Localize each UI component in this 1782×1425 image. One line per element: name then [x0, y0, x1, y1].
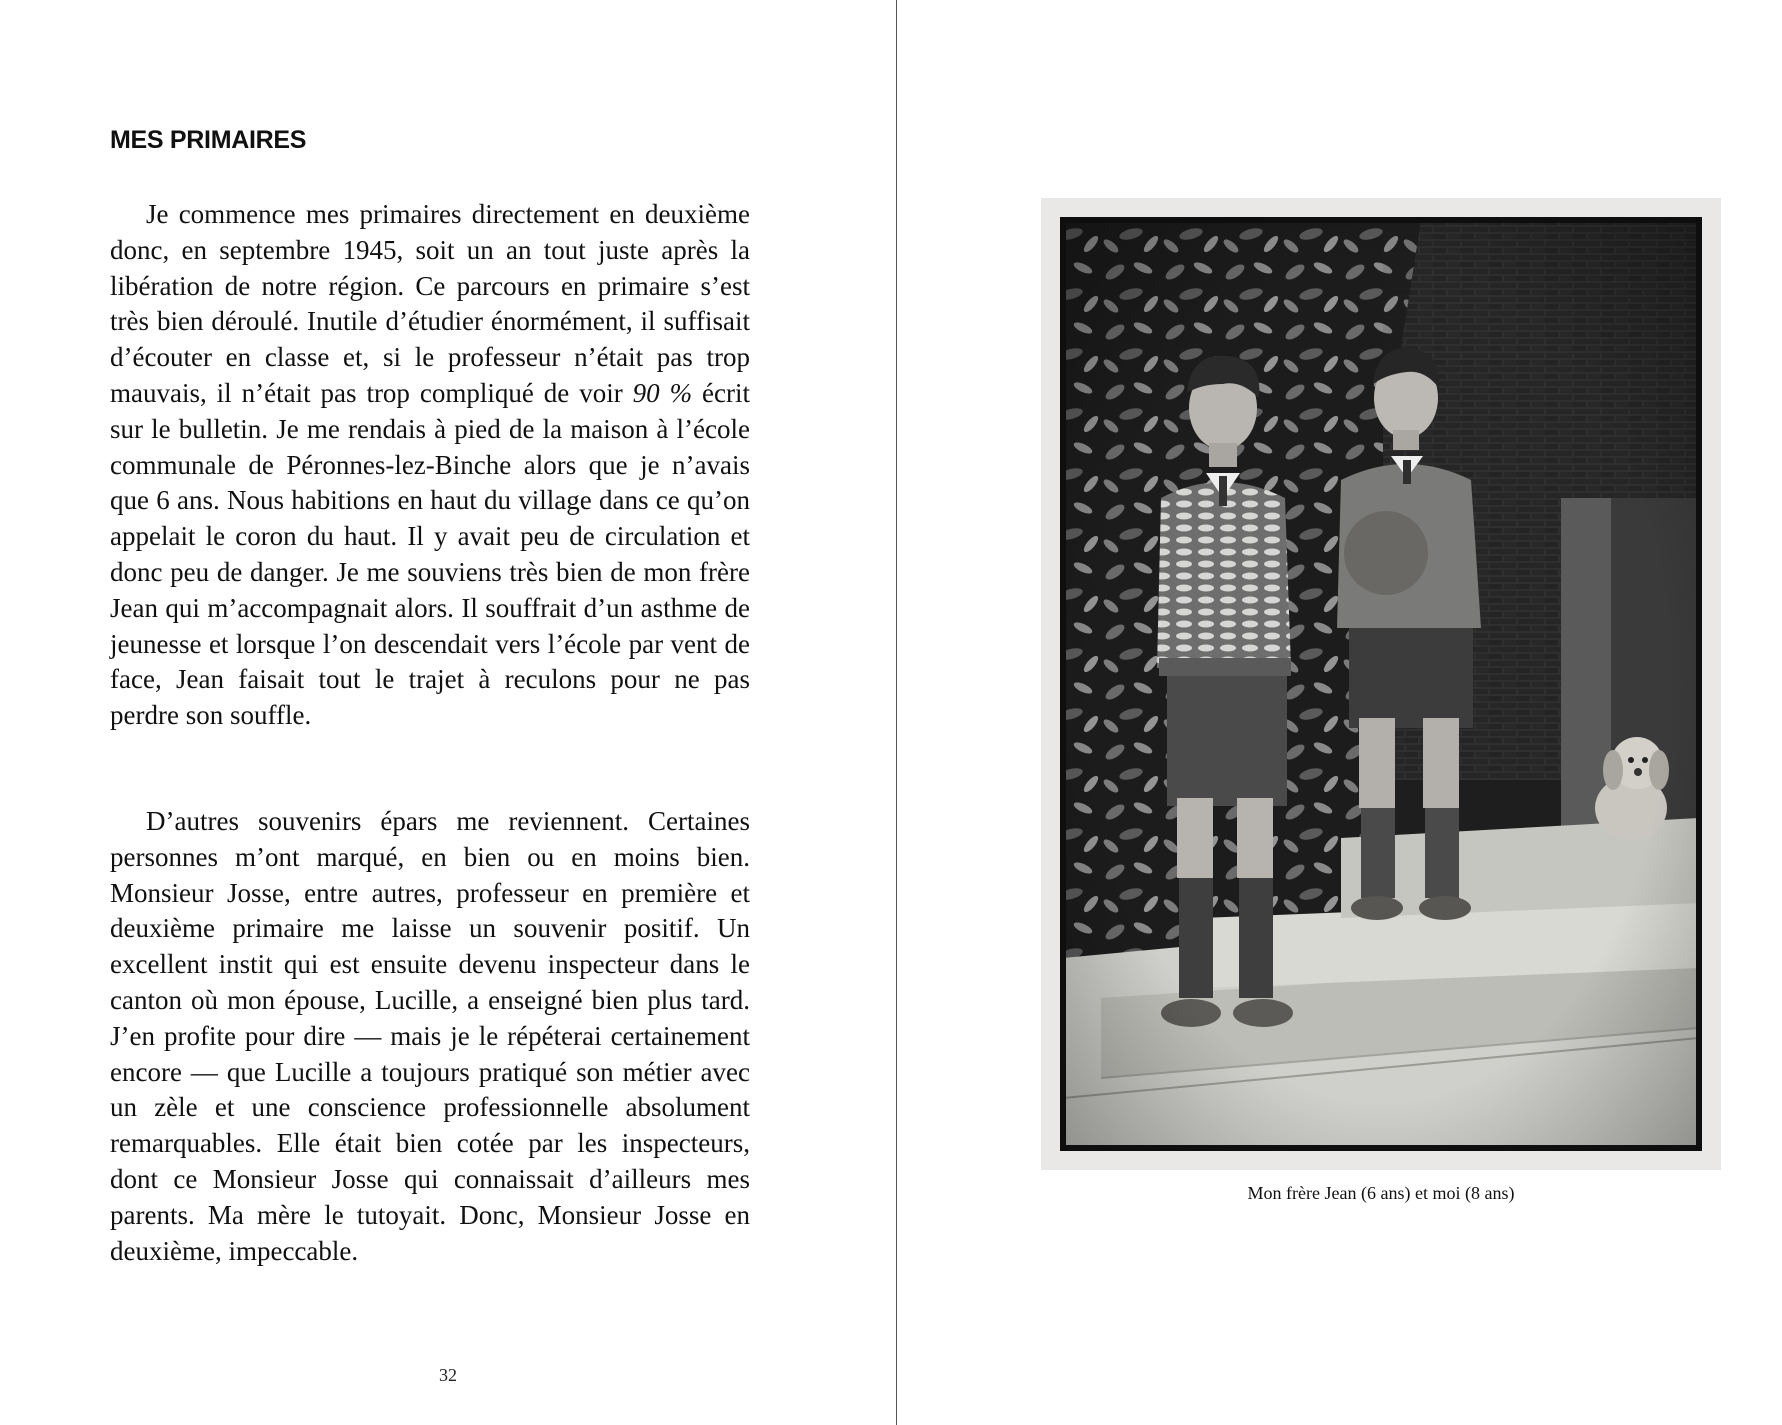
paragraph-2-text: D’autres souvenirs épars me reviennent. Certaines personnes m’ont marqué, en bien ou en moins bien. Monsieur Josse, entre autres, professeur en première et deuxième primaire me laisse un souvenir positif. Un excellent instit qui est ensuite devenu inspecteur dans le canton où mon épouse, Lucille, a enseigné bien plus tard. J’en profite pour dire — mais je le répéterai certainement encore — que Lucille a toujours pratiqué son métier avec un zèle et une conscience professionnelle absolument remarquables. Elle était bien cotée par les inspecteurs, dont ce Monsieur Josse qui connaissait d’ailleurs mes parents. Ma mère le tutoyait. Donc, Monsieur Josse en deuxième, impeccable. — [110, 806, 750, 1266]
grade-emphasis: 90 % — [632, 377, 693, 408]
page-number: 32 — [439, 1365, 457, 1385]
paragraph-2 — [110, 804, 750, 1269]
photo-caption: Mon frère Jean (6 ans) et moi (8 ans) — [1247, 1183, 1515, 1203]
right-page — [897, 0, 1782, 1425]
photograph — [1041, 198, 1721, 1170]
paragraph-1-text: Je commence mes primaires directement en deuxième donc, en septembre 1945, soit un an tout juste après la libération de notre région. Ce parcours en primaire s’est très bien déroulé. Inutile d’étudier énormément, il suffisait d’écouter en classe et, si le professeur n’était pas trop mauvais, il n’était pas trop compliqué de voir — [110, 199, 750, 408]
paragraph-1 — [110, 197, 750, 734]
paragraph-1-text-end: écrit sur le bulletin. Je me rendais à pied de la maison à l’école communale de Péronnes-lez-Binche alors que je n’avais que 6 ans. Nous habitions en haut du village dans ce qu’on appelait le coron du haut. Il y avait peu de circulation et donc peu de danger. Je me souviens très bien de mon frère Jean qui m’accompagnait alors. Il souffrait d’un asthme de jeunesse et lorsque l’on descendait vers l’école par vent de face, Jean faisait tout le trajet à reculons pour ne pas perdre son souffle. — [110, 377, 750, 731]
chapter-title: MES PRIMAIRES — [110, 126, 307, 154]
